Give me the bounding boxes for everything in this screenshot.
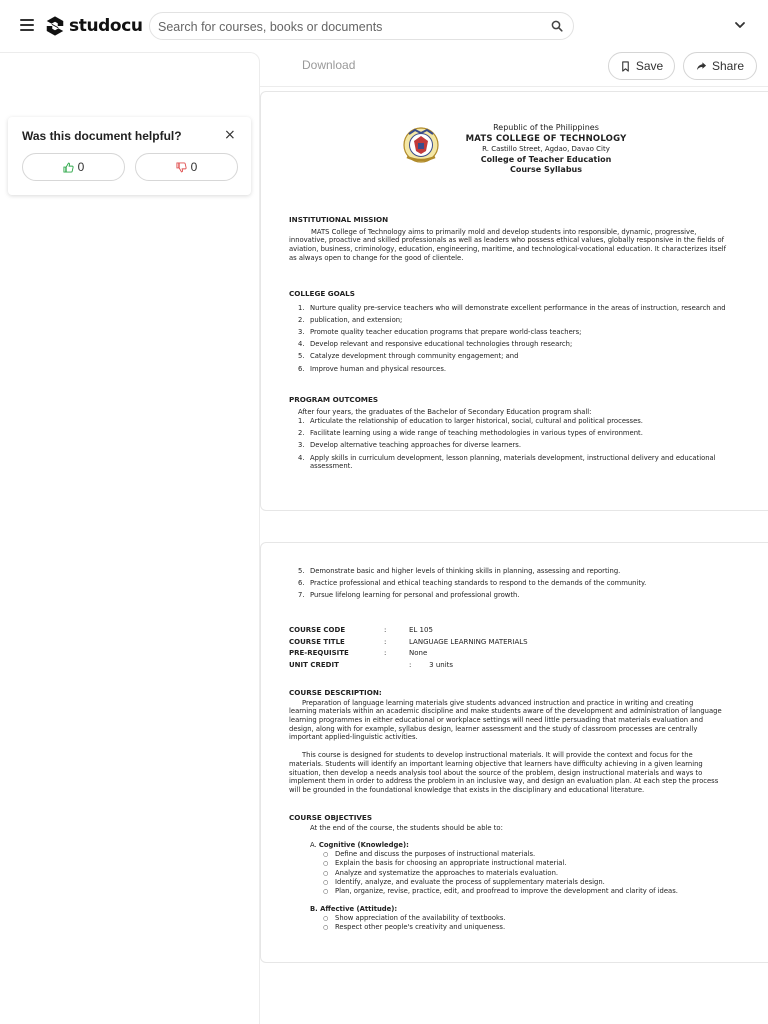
share-button[interactable]: [683, 52, 757, 80]
description-line: design, along with for example, syllabus design, learner assessment and the study of classroom processes are centrally: [289, 724, 698, 733]
outcome-item: 6. Practice professional and ethical teaching standards to respond to the demands of the community.: [298, 579, 647, 588]
outcome-item: 1. Articulate the relationship of education to larger historical, social, cultural and political processes.: [298, 417, 643, 426]
mission-line: aviation, business, criminology, education, engineering, maritime, and technological-vocational education. It characterizes itself: [289, 245, 727, 253]
bookmark-icon: [620, 61, 631, 72]
description-line: will be grounded in the foundational knowledge that exists in the disciplinary and educational literature.: [289, 785, 645, 794]
objective-item: ○ Define and discuss the purposes of instructional materials.: [323, 850, 536, 858]
document-letterhead: [431, 123, 661, 176]
description-line: important applied-linguistic activities.: [289, 733, 418, 742]
objective-item: ○ Respect other people's creativity and uniqueness.: [323, 923, 506, 932]
mission-line: as always open to change for the good of clientele.: [289, 253, 464, 262]
goal-item: 6. Improve human and physical resources.: [298, 364, 447, 373]
helpful-feedback-card: [8, 117, 251, 195]
objectives-heading: COURSE OBJECTIVES: [289, 813, 373, 822]
search-icon[interactable]: [551, 20, 563, 32]
school-name: MATS COLLEGE OF TECHNOLOGY: [465, 133, 627, 144]
share-label: Share: [711, 59, 745, 73]
description-heading: COURSE DESCRIPTION:: [289, 688, 382, 697]
objective-item: ○ Identify, analyze, and evaluate the process of supplementary materials design.: [323, 877, 605, 886]
outcome-item: 7. Pursue lifelong learning for personal and professional growth.: [298, 591, 520, 600]
logo-text: studocu: [69, 16, 143, 36]
cognitive-heading: A. Cognitive (Knowledge):: [310, 841, 409, 850]
share-arrow-icon: [696, 61, 707, 72]
outcomes-intro: After four years, the graduates of the Bachelor of Secondary Education program shall:: [298, 407, 592, 416]
goal-item: 5. Catalyze development through community engagement; and: [298, 352, 519, 361]
course-description-section: [289, 689, 768, 795]
download-button[interactable]: Download: [302, 58, 356, 72]
mission-line: MATS College of Technology aims to primarily mold and develop students into responsible, dynamic, progressive,: [311, 227, 697, 236]
goals-heading: COLLEGE GOALS: [289, 289, 355, 298]
description-line: Preparation of language learning materials give students advanced instruction and practice in writing and creating: [289, 698, 694, 707]
outcome-item: 5. Demonstrate basic and higher levels of thinking skills in planning, assessing and reporting.: [298, 567, 621, 575]
description-line: situation, then develop a needs analysis tool about the source of the problem, design instructional materials and ways to: [289, 768, 703, 777]
document-page-1: [260, 91, 768, 511]
affective-heading: B. Affective (Attitude):: [310, 905, 398, 914]
downvote-button[interactable]: [135, 153, 238, 181]
save-button[interactable]: [608, 52, 675, 80]
chevron-down-icon[interactable]: [734, 20, 746, 30]
college-name: College of Teacher Education: [480, 154, 612, 164]
goal-item: 1. Nurture quality pre-service teachers who will demonstrate excellent performance in the areas of instruction, research and: [298, 303, 726, 312]
thumbs-up-icon: [63, 162, 74, 173]
course-info-table: [289, 625, 768, 671]
upvote-count: 0: [77, 160, 85, 174]
search-bar[interactable]: [149, 12, 574, 40]
objective-item: ○ Plan, organize, revise, practice, edit, and proofread to improve the development and clarity of ideas.: [323, 887, 678, 896]
search-input[interactable]: [158, 18, 538, 36]
hamburger-menu-icon[interactable]: [20, 19, 34, 31]
studocu-logo[interactable]: [44, 14, 143, 38]
top-bar: [0, 0, 768, 52]
objectives-intro: At the end of the course, the students should be able to:: [310, 823, 503, 832]
course-info-row: PRE-REQUISITE : None: [289, 649, 428, 658]
close-icon[interactable]: ×: [224, 127, 236, 143]
studocu-logo-icon: [44, 15, 66, 37]
program-outcomes-section: [289, 396, 768, 471]
downvote-count: 0: [190, 160, 198, 174]
outcome-item: 3. Develop alternative teaching approaches for diverse learners.: [298, 440, 522, 449]
helpful-title: Was this document helpful?: [22, 129, 182, 143]
goal-item: 4. Develop relevant and responsive educational technologies through research;: [298, 340, 573, 349]
school-address: R. Castillo Street, Agdao, Davao City: [482, 145, 610, 153]
objective-item: ○ Explain the basis for choosing an appropriate instructional material.: [323, 859, 567, 868]
description-line: implement them in order to address the problem in an inclusive way, and design an evaluation plan. At each step the process: [289, 777, 719, 786]
outcome-item: 2. Facilitate learning using a wide range of teaching methodologies in various types of environment.: [298, 429, 643, 438]
program-outcomes-continued: [289, 565, 768, 602]
thumbs-down-icon: [176, 162, 187, 173]
goal-item: 3. Promote quality teacher education programs that prepare world-class teachers;: [298, 328, 582, 336]
course-info-row: UNIT CREDIT : 3 units: [289, 660, 454, 669]
left-sidebar: [0, 52, 260, 1024]
description-line: learning materials within an academic discipline and make students aware of the development and administration of language: [289, 707, 722, 716]
objective-item: ○ Analyze and systematize the approaches to materials evaluation.: [323, 868, 559, 877]
save-label: Save: [635, 59, 664, 73]
college-goals-section: [289, 290, 768, 375]
objective-item: ○ Show appreciation of the availability of textbooks.: [323, 914, 506, 923]
description-line: This course is designed for students to develop instructional materials. It will provide the context and focus for the: [289, 751, 693, 760]
institutional-mission-section: [289, 216, 768, 262]
description-line: materials. Students will identify an important learning objective that learners have difficulty achieving in a given learning: [289, 759, 703, 768]
mission-line: innovative, proactive and skilled professionals as well as leaders who possess ethical values, globally responsive in the fields of: [289, 236, 725, 245]
republic-line: Republic of the Philippines: [493, 123, 599, 132]
goal-item: 2. publication, and extension;: [298, 315, 403, 324]
mission-heading: INSTITUTIONAL MISSION: [289, 215, 389, 224]
action-row-divider: [260, 86, 768, 87]
course-info-row: COURSE CODE : EL 105: [289, 626, 433, 634]
syllabus-label: Course Syllabus: [509, 165, 583, 174]
course-objectives-section: [289, 814, 768, 933]
description-line: learning programmes in either educational or workplace settings will need little persuading that materials evaluation and: [289, 716, 704, 724]
upvote-button[interactable]: [22, 153, 125, 181]
outcomes-heading: PROGRAM OUTCOMES: [289, 395, 379, 404]
document-page-2: [260, 542, 768, 963]
outcome-item: 4. Apply skills in curriculum development, lesson planning, materials development, instructional delivery and educational assessment.: [298, 453, 716, 471]
course-info-row: COURSE TITLE : LANGUAGE LEARNING MATERIALS: [289, 637, 528, 646]
